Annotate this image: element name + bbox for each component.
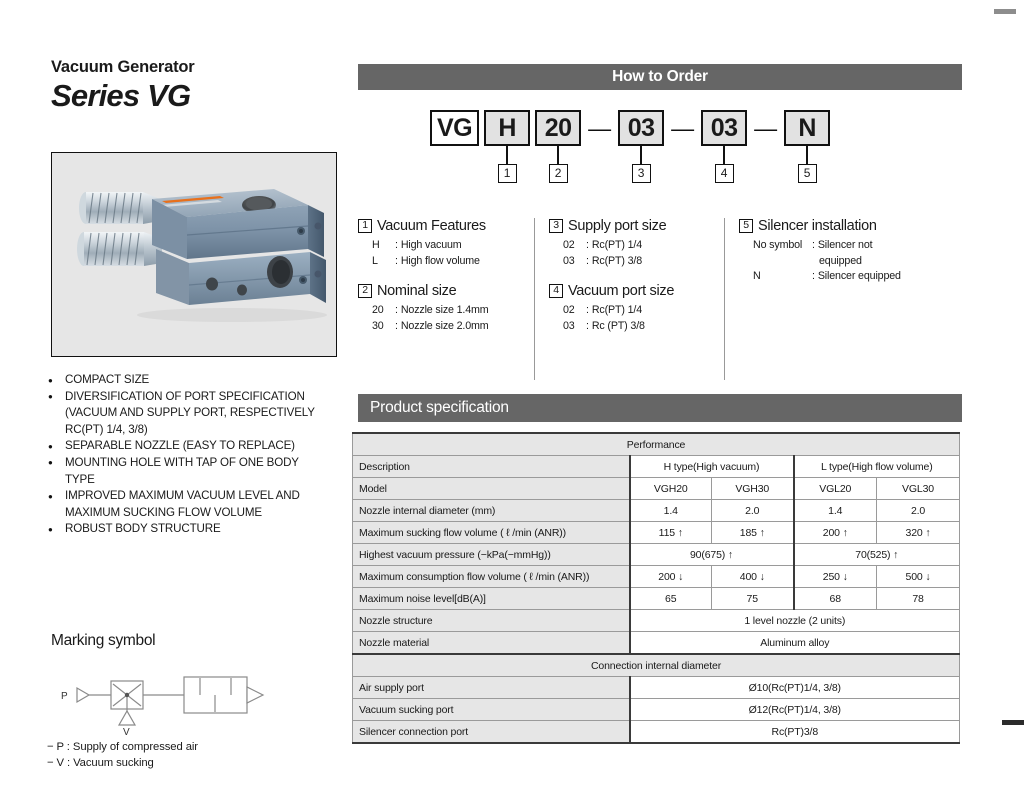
crop-mark-top-right: [994, 9, 1016, 14]
connection-value: Rc(PT)3/8: [630, 721, 960, 744]
callout-number-badge: 4: [715, 164, 734, 183]
legend-option-row: [358, 238, 524, 254]
connection-value: Ø12(Rc(PT)1/4, 3/8): [630, 699, 960, 721]
order-code-separator: —: [588, 115, 612, 141]
order-code-slot: [784, 110, 830, 183]
legend-group-heading: [358, 283, 524, 299]
note-port-v: − V : Vacuum sucking: [47, 756, 154, 769]
column-header-l-type: L type(High flow volume): [794, 456, 960, 478]
legend-option-key: 03: [563, 319, 575, 332]
legend-column-3: [724, 218, 962, 380]
table-row: [353, 654, 960, 677]
table-row: [353, 478, 960, 500]
spec-value-full: 1 level nozzle (2 units): [630, 610, 960, 632]
spec-value: 250 ↓: [794, 566, 877, 588]
table-row: [353, 500, 960, 522]
spec-value: 65: [630, 588, 712, 610]
legend-option-row: [549, 319, 724, 335]
legend-group-title: Nominal size: [377, 283, 457, 299]
order-code-segment[interactable]: N: [784, 110, 830, 146]
legend-option-row: [358, 254, 524, 270]
table-row: [353, 721, 960, 744]
feature-item: ● SEPARABLE NOZZLE (EASY TO REPLACE): [48, 438, 360, 455]
spec-value: 500 ↓: [877, 566, 960, 588]
table-row: [353, 544, 960, 566]
legend-option-separator: :: [586, 304, 589, 316]
spec-value: 200 ↑: [794, 522, 877, 544]
row-label: Nozzle structure: [353, 610, 630, 632]
order-code-slot: [484, 110, 530, 183]
legend-option-key: 02: [563, 304, 575, 316]
table-row: [353, 699, 960, 721]
table-row: [353, 522, 960, 544]
row-label: Nozzle internal diameter (mm): [353, 500, 630, 522]
spec-value: 115 ↑: [630, 522, 712, 544]
legend-option-value: Rc (PT) 3/8: [591, 319, 645, 332]
row-label: Maximum consumption flow volume ( ℓ /min (ANR)): [353, 566, 630, 588]
legend-option-key: L: [372, 254, 378, 267]
spec-value: 200 ↓: [630, 566, 712, 588]
feature-bullet-list: [48, 372, 360, 538]
table-row: [353, 632, 960, 655]
legend-option-row: [739, 254, 962, 270]
table-row: [353, 677, 960, 699]
connection-value: Ø10(Rc(PT)1/4, 3/8): [630, 677, 960, 699]
callout-connector-line: [640, 146, 642, 164]
spec-value-grouped: 70(525) ↑: [794, 544, 960, 566]
page-title: Series VG: [51, 78, 191, 114]
legend-option-separator: :: [812, 239, 815, 251]
row-label: Model: [353, 478, 630, 500]
table-row: [353, 433, 960, 456]
legend-option-value: Rc(PT) 1/4: [591, 239, 642, 251]
spec-value: 2.0: [712, 500, 794, 522]
legend-group-heading: [739, 218, 962, 234]
legend-option-key: N: [753, 270, 761, 282]
feature-item: ● DIVERSIFICATION OF PORT SPECIFICATION: [48, 389, 360, 406]
product-title-block: [51, 58, 351, 113]
note-port-p: − P : Supply of compressed air: [47, 741, 198, 753]
order-code-slot: [535, 110, 581, 183]
order-code-builder: [430, 110, 830, 183]
spec-value: VGH30: [712, 478, 794, 500]
legend-option-value: Silencer not: [817, 239, 873, 251]
row-label: Maximum sucking flow volume ( ℓ /min (ANR)): [353, 522, 630, 544]
spec-value: 68: [794, 588, 877, 610]
row-label: Nozzle material: [353, 632, 630, 655]
legend-option-row: [739, 269, 962, 285]
column-header-description: Description: [353, 456, 630, 478]
order-code-separator: —: [671, 115, 695, 141]
legend-group-heading: [549, 283, 724, 299]
legend-option-value: High flow volume: [400, 254, 480, 267]
feature-item: ● ROBUST BODY STRUCTURE: [48, 521, 360, 538]
spec-value: VGH20: [630, 478, 712, 500]
legend-option-row: [549, 238, 724, 254]
legend-option-value: Rc(PT) 3/8: [591, 254, 642, 267]
product-photo: [51, 152, 337, 357]
legend-option-separator: :: [586, 254, 589, 267]
feature-item: MAXIMUM SUCKING FLOW VOLUME: [65, 505, 262, 519]
legend-group-1: [358, 218, 524, 269]
feature-item: RC(PT) 1/4, 3/8): [65, 422, 148, 436]
spec-value: 2.0: [877, 500, 960, 522]
vacuum-generator-illustration: [52, 153, 336, 356]
table-row: [353, 588, 960, 610]
pneumatic-circuit-symbol: [51, 655, 301, 735]
legend-group-title: Vacuum Features: [377, 218, 486, 234]
legend-option-value: Nozzle size 1.4mm: [400, 304, 489, 316]
legend-option-value: equipped: [819, 254, 862, 267]
callout-connector-line: [557, 146, 559, 164]
product-category-label: Vacuum Generator: [51, 58, 195, 76]
legend-number-badge: 3: [549, 219, 563, 233]
legend-option-separator: :: [395, 319, 398, 332]
legend-group-4: [549, 283, 724, 334]
crop-mark-right-middle: [1002, 720, 1024, 725]
spec-value-full: Aluminum alloy: [630, 632, 960, 655]
row-label: Air supply port: [353, 677, 630, 699]
feature-item: ● COMPACT SIZE: [48, 372, 360, 389]
legend-option-separator: :: [586, 239, 589, 251]
legend-group-title: Vacuum port size: [568, 283, 675, 299]
order-code-segment[interactable]: 03: [618, 110, 664, 146]
order-code-segment[interactable]: 20: [535, 110, 581, 146]
spec-value: 75: [712, 588, 794, 610]
table-row: [353, 456, 960, 478]
table-row: [353, 566, 960, 588]
product-specification-section-header: Product specification: [358, 394, 962, 422]
spec-value: 78: [877, 588, 960, 610]
legend-option-key: 20: [372, 304, 384, 316]
feature-item: ● MOUNTING HOLE WITH TAP OF ONE BODY: [48, 455, 360, 472]
spec-value: VGL20: [794, 478, 877, 500]
row-label: Highest vacuum pressure (−kPa(−mmHg)): [353, 544, 630, 566]
legend-number-badge: 4: [549, 284, 563, 298]
legend-option-key: 03: [563, 254, 575, 267]
legend-option-separator: :: [586, 319, 589, 332]
row-label: Maximum noise level[dB(A)]: [353, 588, 630, 610]
order-code-segment[interactable]: 03: [701, 110, 747, 146]
legend-option-separator: :: [395, 304, 398, 316]
legend-number-badge: 5: [739, 219, 753, 233]
legend-group-3: [549, 218, 724, 269]
feature-item: ● IMPROVED MAXIMUM VACUUM LEVEL AND: [48, 488, 360, 505]
order-code-segment[interactable]: H: [484, 110, 530, 146]
spec-value: 1.4: [630, 500, 712, 522]
legend-option-row: [549, 254, 724, 270]
legend-group-2: [358, 283, 524, 334]
table-row: [353, 610, 960, 632]
feature-item: (VACUUM AND SUPPLY PORT, RESPECTIVELY: [65, 406, 315, 420]
port-label-v: V: [123, 727, 130, 735]
legend-option-separator: :: [812, 270, 815, 282]
spec-value-grouped: 90(675) ↑: [630, 544, 794, 566]
callout-number-badge: 3: [632, 164, 651, 183]
legend-option-row: [358, 303, 524, 319]
marking-symbol-notes: [47, 740, 198, 771]
spec-value: 185 ↑: [712, 522, 794, 544]
order-code-separator: —: [754, 115, 778, 141]
order-code-slot: [430, 110, 479, 146]
legend-option-value: Nozzle size 2.0mm: [400, 319, 489, 332]
marking-symbol-heading: Marking symbol: [51, 632, 156, 649]
legend-group-title: Silencer installation: [758, 218, 877, 234]
legend-option-key: 30: [372, 319, 384, 332]
order-code-slot: [618, 110, 664, 183]
connection-band-label: Connection internal diameter: [353, 654, 960, 677]
spec-value: 1.4: [794, 500, 877, 522]
order-code-legend: [358, 218, 962, 380]
legend-number-badge: 2: [358, 284, 372, 298]
legend-option-row: [549, 303, 724, 319]
order-code-slot: [701, 110, 747, 183]
spec-value: 400 ↓: [712, 566, 794, 588]
spec-value: 320 ↑: [877, 522, 960, 544]
spec-table-body: [353, 433, 960, 743]
callout-connector-line: [806, 146, 808, 164]
legend-group-title: Supply port size: [568, 218, 667, 234]
legend-option-value: Silencer equipped: [817, 270, 901, 282]
how-to-order-section-header: How to Order: [358, 64, 962, 90]
callout-connector-line: [506, 146, 508, 164]
column-header-h-type: H type(High vacuum): [630, 456, 794, 478]
legend-option-row: [739, 238, 962, 254]
legend-option-key: 02: [563, 239, 575, 251]
legend-column-1: [358, 218, 534, 380]
legend-option-key: No symbol: [753, 239, 803, 251]
legend-group-heading: [358, 218, 524, 234]
legend-option-value: Rc(PT) 1/4: [591, 304, 642, 316]
legend-option-value: High vacuum: [400, 239, 462, 251]
legend-option-separator: :: [395, 254, 398, 267]
feature-item: TYPE: [65, 472, 95, 486]
callout-number-badge: 5: [798, 164, 817, 183]
order-code-segment[interactable]: VG: [430, 110, 479, 146]
callout-number-badge: 2: [549, 164, 568, 183]
row-label: Vacuum sucking port: [353, 699, 630, 721]
callout-number-badge: 1: [498, 164, 517, 183]
row-label: Silencer connection port: [353, 721, 630, 744]
legend-option-key: H: [372, 239, 380, 251]
legend-option-separator: :: [395, 239, 398, 251]
callout-connector-line: [723, 146, 725, 164]
legend-option-row: [358, 319, 524, 335]
legend-number-badge: 1: [358, 219, 372, 233]
product-specification-table: [352, 432, 960, 744]
marking-symbol-diagram: [51, 655, 301, 735]
legend-group-5: [739, 218, 962, 285]
spec-value: VGL30: [877, 478, 960, 500]
legend-column-2: [534, 218, 724, 380]
performance-band-label: Performance: [353, 433, 960, 456]
port-label-p: P: [61, 691, 68, 702]
legend-group-heading: [549, 218, 724, 234]
